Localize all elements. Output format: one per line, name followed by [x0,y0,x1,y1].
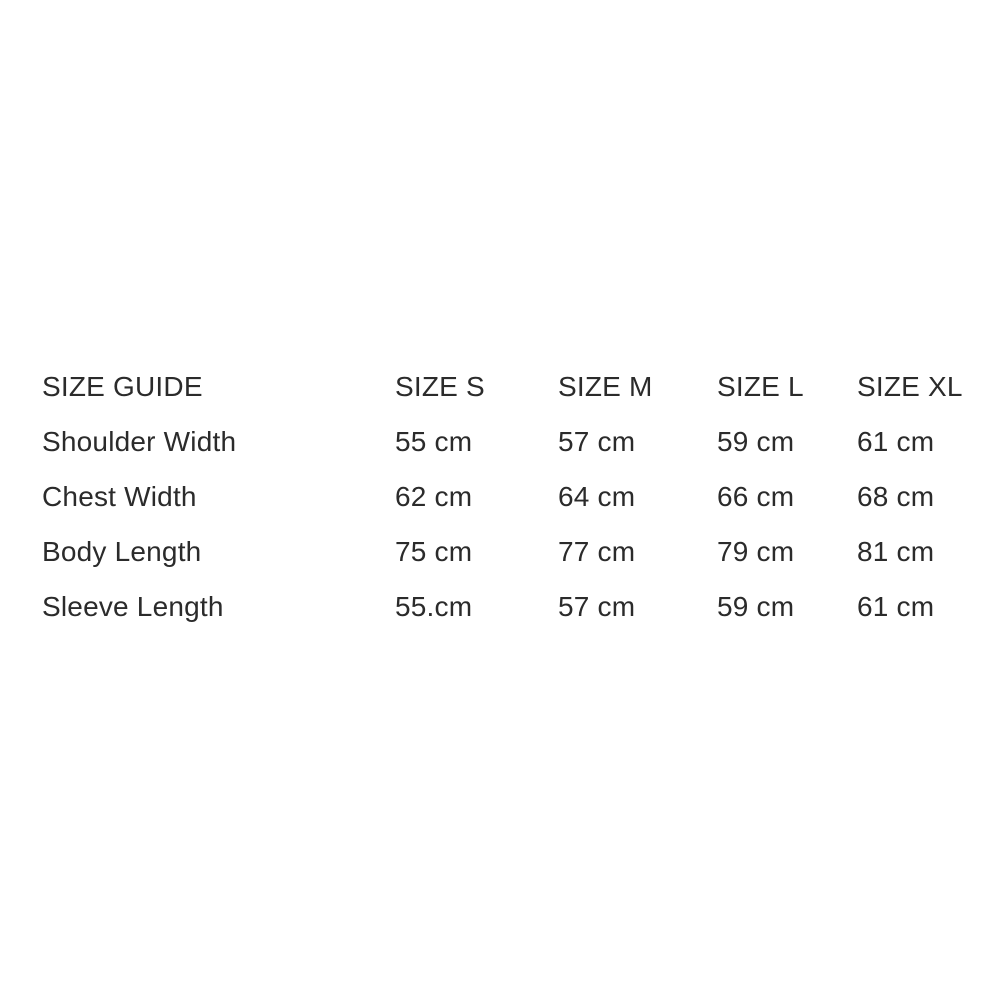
cell-chest-width-s: 62 cm [395,480,473,512]
cell-sleeve-length-m: 57 cm [558,590,636,622]
cell-body-length-m: 77 cm [558,535,636,567]
size-guide-table [42,359,967,634]
cell-chest-width-m: 64 cm [558,480,636,512]
table-title: SIZE GUIDE [42,370,203,402]
cell-chest-width-xl: 68 cm [857,480,935,512]
cell-body-length-xl: 81 cm [857,535,935,567]
row-label-chest-width: Chest Width [42,480,197,512]
column-header-size-xl: SIZE XL [857,370,963,402]
column-header-size-l: SIZE L [717,370,804,402]
cell-sleeve-length-l: 59 cm [717,590,795,622]
cell-shoulder-width-s: 55 cm [395,425,473,457]
cell-body-length-l: 79 cm [717,535,795,567]
row-label-body-length: Body Length [42,535,202,567]
cell-chest-width-l: 66 cm [717,480,795,512]
cell-shoulder-width-xl: 61 cm [857,425,935,457]
row-label-shoulder-width: Shoulder Width [42,425,237,457]
cell-shoulder-width-l: 59 cm [717,425,795,457]
column-header-size-m: SIZE M [558,370,653,402]
cell-body-length-s: 75 cm [395,535,473,567]
cell-sleeve-length-s: 55.cm [395,590,473,622]
row-label-sleeve-length: Sleeve Length [42,590,224,622]
cell-sleeve-length-xl: 61 cm [857,590,935,622]
cell-shoulder-width-m: 57 cm [558,425,636,457]
column-header-size-s: SIZE S [395,370,485,402]
